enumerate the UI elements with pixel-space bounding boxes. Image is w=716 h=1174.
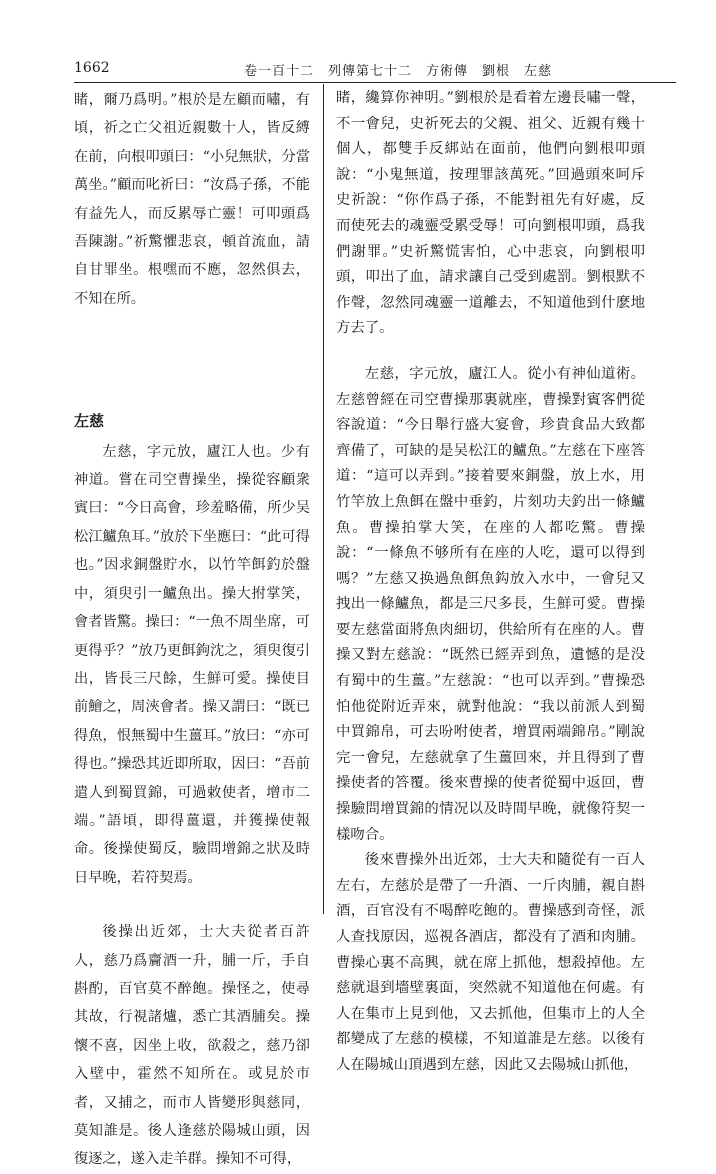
spacer — [74, 313, 310, 397]
zuoci-translation-paragraph-2: 後來曹操外出近郊，士大夫和隨從有一百人左右，左慈於是帶了一升酒、一斤肉脯，親自斟酒，百官没有不喝醉吃飽的。曹操感到奇怪，派人查找原因，巡視各酒店，都没有了酒和肉脯。曹操心裏不高興，就在席上抓他，想殺掉他。左慈就退到墻壁裏面，突然就不知道他在何處。有人在集市上見到他，又去抓他，但集市上的人全都變成了左慈的模樣，不知道誰是左慈。以後有人在陽城山頂遇到左慈，因此又去陽城山抓他， — [336, 852, 645, 1073]
page-header — [74, 58, 664, 82]
spacer — [74, 892, 310, 918]
section-title: 左慈 — [74, 412, 105, 431]
zuoci-classical-paragraph-2: 後操出近郊，士大夫從者百許人，慈乃爲齎酒一升，脯一斤，手自斟酌，百官莫不醉飽。操怪之，使尋其故，行視諸爐，悉亡其酒脯矣。操懷不喜，因坐上收，欲殺之，慈乃卻入壁中，霍然不知所在。或見於市者，又捕之，而市人皆變形與慈同，莫知誰是。後人逢慈於陽城山頭，因復逐之，遂入走羊群。操知不可得， — [74, 924, 310, 1168]
liugen-translation-paragraph: 睹，纔算你神明。”劉根於是看着左邊長嘯一聲，不一會兒，史祈死去的父親、祖父、近親有幾十個人，都雙手反綁站在面前，他們向劉根叩頭說：“小鬼無道，按理罪該萬死。”回過頭來呵斥史祈說：“你作爲子孫，不能對祖先有好處，反而使死去的魂靈受累受辱！可向劉根叩頭，爲我們謝罪。”史祈驚慌害怕，心中悲哀，向劉根叩頭，叩出了血，請求讓自己受到處罰。劉根默不作聲，忽然同魂靈一道離去，不知道他到什麽地方去了。 — [336, 90, 645, 337]
zuoci-translation-paragraph-1: 左慈，字元放，廬江人。從小有神仙道術。左慈曾經在司空曹操那裏就座，曹操對賓客們從容說道：“今日舉行盛大宴會，珍貴食品大致都齊備了，可缺的是吴松江的鱸魚。”左慈在下座答道：“這可以弄到。”接着要來銅盤，放上水，用竹竿放上魚餌在盤中垂釣，片刻功夫釣出一條鱸魚。曹操拍掌大笑，在座的人都吃驚。曹操說：“一條魚不够所有在座的人吃，還可以得到嗎？”左慈又换過魚餌魚鈎放入水中，一會兒又拽出一條鱸魚，都是三尺多長，生鮮可愛。曹操要左慈當面將魚肉細切，供給所有在座的人。曹操又對左慈說：“既然已經弄到魚，遺憾的是没有蜀中的生薑。”左慈說：“也可以弄到。”曹操恐怕他從附近弄來，就對他說：“我以前派人到蜀中買錦帛，可去吩咐使者，增買兩端錦帛。”剛說完一會兒，左慈就拿了生薑回來，并且得到了曹操使者的答覆。後來曹操的使者從蜀中返回，曹操驗問增買錦的情况以及時間早晚，就像符契一樣吻合。 — [336, 365, 645, 843]
column-divider — [323, 84, 324, 914]
header-rule — [74, 82, 676, 83]
zuoci-classical-paragraph-1: 左慈，字元放，廬江人也。少有神道。嘗在司空曹操坐，操從容顧衆賓曰：“今日高會，珍羞略備，所少吴松江鱸魚耳。”放於下坐應曰：“此可得也。”因求銅盤貯水，以竹竿餌釣於盤中，須臾引一鱸魚出。操大拊掌笑，會者皆驚。操曰：“一魚不周坐席，可更得乎？”放乃更餌鉤沈之，須臾復引出，皆長三尺餘，生鮮可愛。操使目前鱠之，周浹會者。操又謂曰：“既已得魚，恨無蜀中生薑耳。”放曰：“亦可得也。”操恐其近即所取，因曰：“吾前遣人到蜀買錦，可過敕使者，增市二端。”語頃，即得薑還，并獲操使報命。後操使蜀反，驗問增錦之狀及時日早晚，若符契焉。 — [74, 443, 310, 886]
running-head: 卷一百十二 列傳第七十二 方術傳 劉根 左慈 — [244, 64, 553, 79]
page-number: 1662 — [74, 60, 110, 76]
spacer — [336, 342, 645, 362]
classical-text-column — [74, 86, 310, 1174]
translation-column — [336, 86, 645, 1079]
liugen-classical-paragraph: 睹，爾乃爲明。”根於是左顧而嘯，有頃，祈之亡父祖近親數十人，皆反縛在前，向根叩頭曰：“小兒無狀，分當萬坐。”顧而叱祈曰：“汝爲子孫，不能有益先人，而反累辱亡靈！可叩頭爲吾陳謝。”祈驚懼悲哀，頓首流血，請自甘罪坐。根嘿而不應，忽然俱去，不知在所。 — [74, 92, 310, 307]
